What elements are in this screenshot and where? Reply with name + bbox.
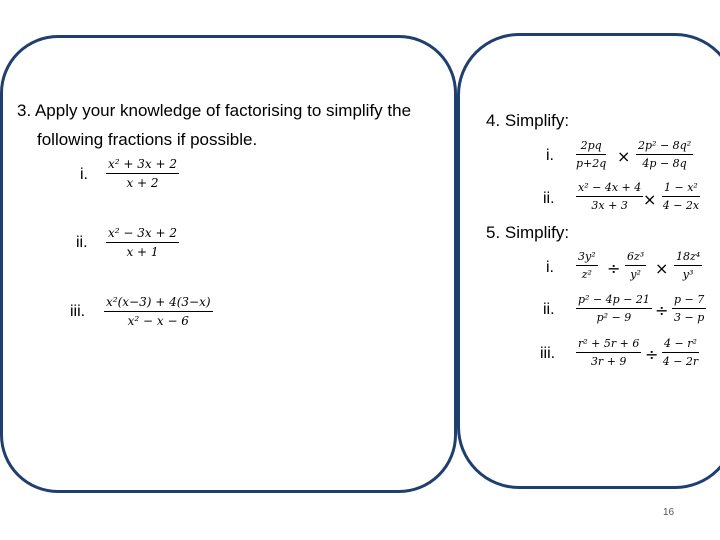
q5-iii-fraction-1	[576, 337, 641, 368]
q4-i-f2-numerator: 2p² − 8q²	[636, 139, 693, 155]
q5-i-fraction-1	[576, 250, 598, 281]
q4-i-f1-denominator: p+2q	[576, 157, 607, 170]
q5-i-f3-numerator: 18z⁴	[674, 250, 702, 266]
q3-i-numerator: x² + 3x + 2	[106, 157, 179, 174]
q4-ii-f2-numerator: 1 − x²	[662, 181, 700, 197]
q4-ii-f1-numerator: x² − 4x + 4	[576, 181, 643, 197]
q4-ii-fraction-1	[576, 181, 643, 212]
q5-iii-label: iii.	[540, 345, 556, 362]
q3-iii-fraction	[104, 295, 213, 328]
q5-iii-f2-denominator: 4 − 2r	[662, 355, 699, 368]
q5-iii-f1-denominator: 3r + 9	[590, 355, 627, 368]
q4-i-fraction-1	[576, 139, 606, 170]
q3-ii-label: ii.	[76, 234, 88, 251]
q5-ii-label: ii.	[543, 301, 555, 318]
q5-ii-fraction-2	[672, 293, 706, 324]
q3-i-fraction	[106, 157, 179, 190]
q4-i-multiply-sign: ×	[617, 147, 631, 166]
q4-ii-label: ii.	[543, 190, 555, 207]
page-number: 16	[663, 507, 675, 518]
question-4-heading: 4. Simplify:	[486, 111, 570, 130]
q3-iii-label: iii.	[70, 303, 86, 320]
q5-i-fraction-2	[625, 250, 646, 281]
q5-i-f2-numerator: 6z³	[625, 250, 646, 266]
q3-ii-numerator: x² − 3x + 2	[106, 226, 179, 243]
q3-ii-denominator: x + 1	[126, 245, 159, 259]
q4-i-label: i.	[546, 147, 554, 164]
q5-i-f2-denominator: y²	[630, 268, 641, 281]
q5-iii-divide-sign: ÷	[645, 345, 659, 364]
question-3-line-1: 3. Apply your knowledge of factorising to simplify the	[17, 101, 412, 120]
q3-ii-fraction	[106, 226, 179, 259]
q5-ii-f1-denominator: p² − 9	[596, 311, 632, 324]
q4-i-f1-numerator: 2pq	[576, 139, 606, 155]
q3-i-label: i.	[80, 166, 88, 183]
q5-i-f1-denominator: z²	[581, 268, 592, 281]
q3-iii-numerator: x²(x−3) + 4(3−x)	[104, 295, 213, 312]
q5-i-divide-sign: ÷	[607, 259, 621, 278]
q4-i-f2-denominator: 4p − 8q	[642, 157, 687, 170]
q4-i-fraction-2	[636, 139, 693, 170]
q4-ii-f2-denominator: 4 − 2x	[662, 199, 700, 212]
q3-i-denominator: x + 2	[126, 176, 159, 190]
q5-i-f3-denominator: y³	[682, 268, 694, 281]
q5-ii-f2-numerator: p − 7	[672, 293, 706, 309]
q5-i-label: i.	[546, 259, 554, 276]
question-3-line-2: following fractions if possible.	[37, 130, 258, 149]
q4-ii-multiply-sign: ×	[643, 190, 657, 209]
q5-ii-fraction-1	[576, 293, 652, 324]
q5-iii-fraction-2	[662, 337, 699, 368]
q5-i-f1-numerator: 3y²	[576, 250, 598, 266]
q5-iii-f1-numerator: r² + 5r + 6	[576, 337, 641, 353]
q5-iii-f2-numerator: 4 − r²	[662, 337, 699, 353]
q5-i-multiply-sign: ×	[655, 259, 669, 278]
q4-ii-fraction-2	[662, 181, 700, 212]
q3-iii-denominator: x² − x − 6	[127, 314, 189, 328]
q5-i-fraction-3	[674, 250, 702, 281]
q4-ii-f1-denominator: 3x + 3	[591, 199, 628, 212]
question-5-heading: 5. Simplify:	[486, 223, 570, 242]
q5-ii-f1-numerator: p² − 4p − 21	[576, 293, 652, 309]
q5-ii-divide-sign: ÷	[655, 301, 669, 320]
q5-ii-f2-denominator: 3 − p	[674, 311, 705, 324]
